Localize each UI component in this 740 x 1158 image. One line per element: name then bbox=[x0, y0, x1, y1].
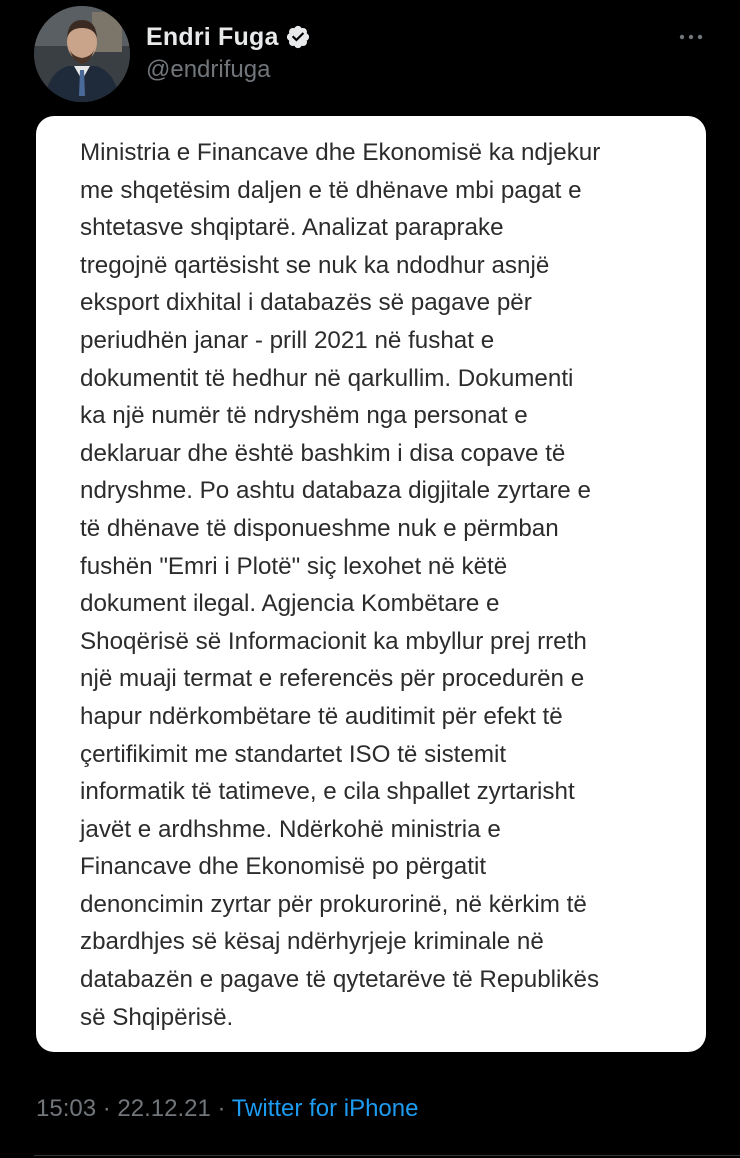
avatar[interactable] bbox=[34, 6, 130, 102]
statement-line: zbardhjes së kësaj ndërhyrjeje kriminale në bbox=[80, 928, 544, 956]
statement-line: Financave dhe Ekonomisë po përgatit bbox=[80, 853, 487, 881]
author-row[interactable] bbox=[146, 20, 311, 54]
avatar-photo bbox=[34, 6, 130, 102]
statement-line: tregojnë qartësisht se nuk ka ndodhur asnjë bbox=[80, 251, 550, 279]
statement-line: periudhën janar - prill 2021 në fushat e bbox=[80, 326, 495, 354]
statement-image[interactable] bbox=[36, 116, 706, 1052]
statement-line: Ministria e Financave dhe Ekonomisë ka ndjekur bbox=[80, 139, 601, 166]
statement-line: eksport dixhital i databazës së pagave për bbox=[80, 289, 532, 317]
statement-line: javët e ardhshme. Ndërkohë ministria e bbox=[80, 815, 501, 843]
verified-badge-icon bbox=[285, 24, 311, 50]
more-horizontal-icon[interactable] bbox=[676, 22, 706, 52]
statement-line: me shqetësim daljen e të dhënave mbi pagat e bbox=[80, 176, 582, 204]
divider bbox=[34, 1155, 740, 1156]
tweet-time[interactable]: 15:03 bbox=[36, 1095, 97, 1122]
statement-line: informatik të tatimeve, e cila shpallet zyrtarisht bbox=[80, 778, 575, 806]
statement-line: një muaji termat e referencës për procedurën e bbox=[80, 665, 585, 693]
statement-line: denoncimin zyrtar për prokurorinë, në kërkim të bbox=[80, 890, 587, 918]
statement-line: hapur ndërkombëtare të auditimit për efekt të bbox=[80, 702, 563, 730]
tweet-date[interactable]: 22.12.21 bbox=[117, 1095, 211, 1122]
statement-line: ka një numër të ndryshëm nga personat e bbox=[80, 402, 528, 430]
statement-line: Shoqërisë së Informacionit ka mbyllur prej rreth bbox=[80, 627, 587, 655]
statement-line: çertifikimit me standartet ISO të sistemit bbox=[80, 740, 507, 768]
display-name[interactable]: Endri Fuga bbox=[146, 22, 279, 51]
tweet-meta bbox=[36, 1095, 418, 1123]
statement-line: shtetasve shqiptarë. Analizat paraprake bbox=[80, 214, 504, 242]
statement-line: së Shqipërisë. bbox=[80, 1003, 234, 1031]
statement-line: dokumentit të hedhur në qarkullim. Dokumenti bbox=[80, 364, 574, 392]
statement-line: ndryshme. Po ashtu databaza digjitale zyrtare e bbox=[80, 477, 591, 505]
statement-text bbox=[80, 134, 700, 1036]
statement-line: të dhënave të disponueshme nuk e përmban bbox=[80, 514, 559, 542]
author-handle[interactable]: @endrifuga bbox=[146, 56, 271, 83]
meta-separator: · bbox=[96, 1095, 118, 1122]
statement-line: fushën "Emri i Plotë" siç lexohet në këtë bbox=[80, 552, 508, 580]
statement-line: dokument ilegal. Agjencia Kombëtare e bbox=[80, 590, 500, 618]
meta-separator: · bbox=[210, 1095, 232, 1122]
tweet-source-link[interactable]: Twitter for iPhone bbox=[231, 1095, 419, 1122]
tweet-header bbox=[0, 0, 740, 110]
statement-line: deklaruar dhe është bashkim i disa copave të bbox=[80, 439, 566, 467]
statement-line: databazën e pagave të qytetarëve të Republikës bbox=[80, 966, 600, 994]
